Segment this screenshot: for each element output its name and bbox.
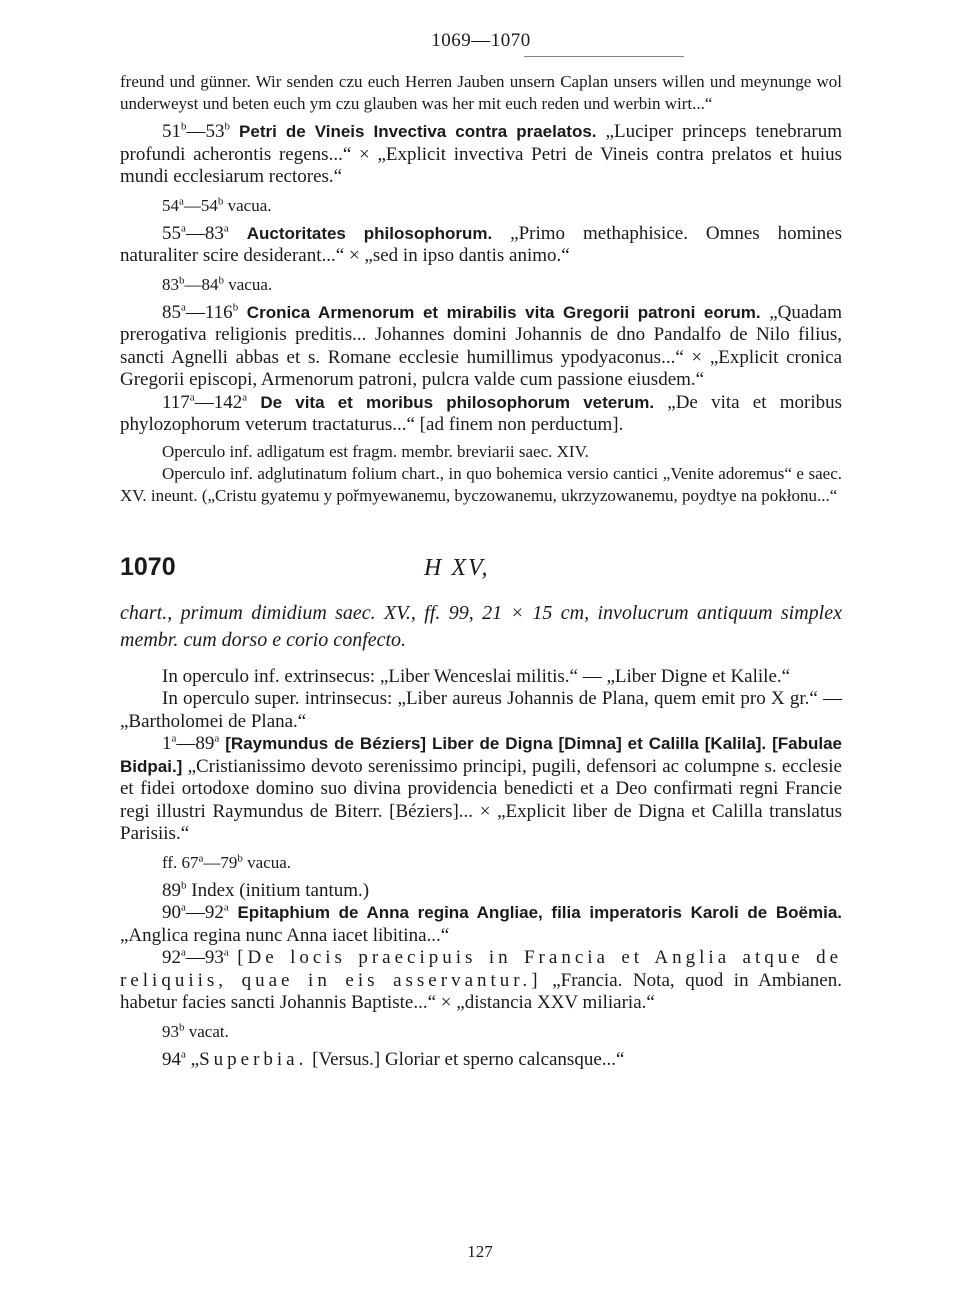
entry-item-92a: 92$^a$—93$^a$ [De locis praecipuis in Francia et Anglia atque de reliquiis, quae in eis asservantur.] „Francia. Nota, quod in Ambianen. habetur facies sancti Johannis Baptiste...“ × „distancia XXV miliaria.“	[120, 946, 843, 1013]
entry-paragraph-2: In operculo super. intrinsecus: „Liber aureus Johannis de Plana, quem emit pro X gr.“ — „Bartholomei de Plana.“	[120, 688, 842, 732]
entry-item-94a: 94$^a$ „Superbia. [Versus.] Gloriar et sperno calcansque...“	[162, 1048, 625, 1070]
prev-item-54a: 54$^a$—54$^b$ vacua.	[162, 194, 272, 215]
item-title: De vita et moribus philosophorum veterum.	[260, 392, 655, 412]
prev-note-2: Operculo inf. adglutinatum folium chart., in quo bohemica versio cantici „Venite adoremus“ e saec. XV. ineunt. („Cristu gyatemu y pořmyewanemu, byczowanemu, ukrzyzowanemu, poydtye na pokłonu...“	[120, 463, 842, 505]
page	[120, 30, 842, 1071]
prev-entry-intro: freund und günner. Wir senden czu euch Herren Jauben unsern Caplan unsers willen und meynunge wol underweyst und beten euch ym czu glauben was her mit euch reden und werbin wirt...“	[120, 72, 842, 113]
item-title: [Raymundus de Béziers] Liber de Digna [Dimna] et Calilla [Kalila]. [Fabulae Bidpai.]	[120, 734, 842, 776]
entry-item-90a: 90$^a$—92$^a$ Epitaphium de Anna regina Angliae, filia imperatoris Karoli de Boëmia. „Anglica regina nunc Anna iacet libitina...“	[120, 901, 842, 946]
entry-signature: H XV,	[424, 554, 490, 581]
item-title: Auctoritates philosophorum.	[246, 223, 493, 243]
running-head-rule	[524, 56, 684, 57]
entry-item-89b: 89$^b$ Index (initium tantum.)	[162, 879, 370, 901]
entry-description: chart., primum dimidium saec. XV., ff. 99, 21 × 15 cm, involucrum antiquum simplex membr. cum dorso e corio confecto.	[120, 601, 842, 651]
entry-item-67a: ff. 67$^a$—79$^b$ vacua.	[162, 851, 292, 872]
prev-item-55a: 55$^a$—83$^a$ Auctoritates philosophorum. „Primo methaphisice. Omnes homines naturaliter scire desiderant...“ × „sed in ipso dantis animo.“	[120, 222, 842, 266]
item-title: Cronica Armenorum et mirabilis vita Gregorii patroni eorum.	[246, 302, 761, 322]
running-head: 1069—1070	[431, 30, 531, 51]
prev-entry	[120, 71, 842, 507]
prev-item-83b: 83$^b$—84$^b$ vacua.	[162, 273, 273, 294]
item-spaced-title: [De locis praecipuis in Francia et Anglia atque de reliquiis, quae in eis asservantur.]	[120, 947, 843, 991]
prev-note-1: Operculo inf. adligatum est fragm. membr. breviarii saec. XIV.	[162, 441, 589, 461]
entry-item-93b: 93$^b$ vacat.	[162, 1020, 229, 1041]
item-title: Petri de Vineis Invectiva contra praelatos.	[239, 122, 597, 141]
entry-item-1a: 1$^a$—89$^a$ [Raymundus de Béziers] Liber de Digna [Dimna] et Calilla [Kalila]. [Fabulae Bidpai.] „Cristianissimo devoto serenissimo principi, pugili, defensori ac columpne s. ecclesie et fidei ortodoxe domino suo divina providencia benedicti et a Deo confirmati regni Francie regi illustri Raymundus de Biterr. [Béziers]... × „Explicit liber de Digna et Calilla translatus Parisiis.“	[120, 732, 842, 844]
entry-heading	[120, 553, 842, 582]
item-title: Epitaphium de Anna regina Angliae, filia imperatoris Karoli de Boëmia.	[237, 903, 842, 922]
entry-paragraph-1: In operculo inf. extrinsecus: „Liber Wenceslai militis.“ — „Liber Digne et Kalile.“	[162, 665, 791, 687]
page-number: 127	[467, 1242, 493, 1261]
entry-number: 1070	[120, 552, 176, 581]
item-spaced-title: Superbia.	[199, 1048, 308, 1070]
prev-item-51b: 51$^b$—53$^b$ Petri de Vineis Invectiva contra praelatos. „Luciper princeps tenebrarum profundi acherontis regens...“ × „Explicit invectiva Petri de Vineis contra prelatos et huius mundi ecclesiarum rectores.“	[120, 120, 843, 187]
prev-item-85a: 85$^a$—116$^b$ Cronica Armenorum et mirabilis vita Gregorii patroni eorum. „Quadam prerogativa religionis preditis... Johannes domini Johannis de dno Pandalfo de Nilo filius, sancti Agnelli abbas et s. Romane ecclesie humillimus ypodyaconus...“ × „Explicit cronica Gregorii episcopi, Armenorum patroni, pulcra valde cum passione eiusdem.“	[120, 301, 842, 390]
prev-item-117a: 117$^a$—142$^a$ De vita et moribus philosophorum veterum. „De vita et moribus phylozophorum veterum tractaturus...“ [ad finem non perductum].	[120, 391, 843, 435]
